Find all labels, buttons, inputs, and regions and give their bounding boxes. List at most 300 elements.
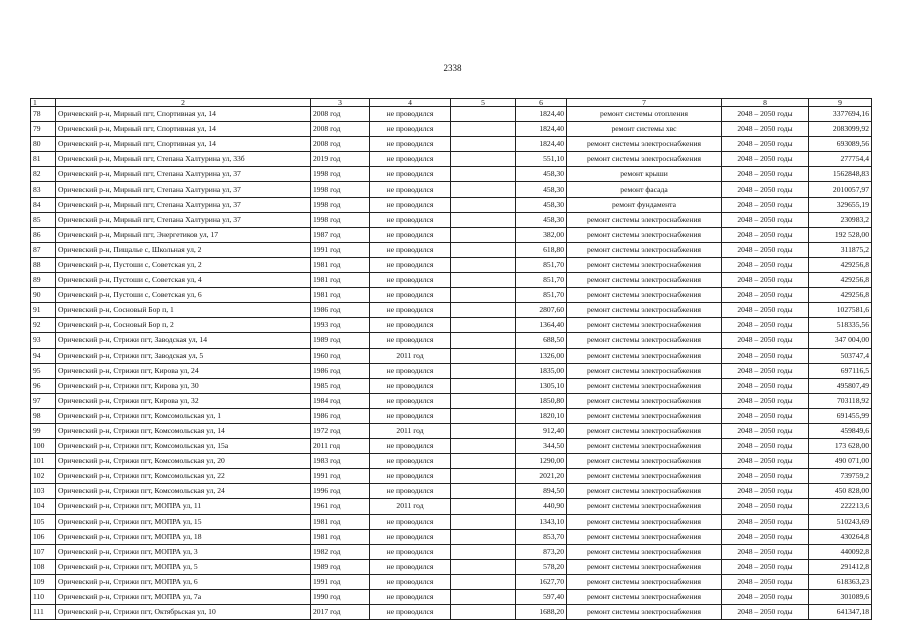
row-number-cell: 108	[31, 559, 56, 574]
cost-cell: 173 628,00	[809, 439, 872, 454]
table-row	[31, 212, 872, 227]
build-year-cell: 1996 год	[311, 484, 370, 499]
last-repair-year-cell: 2011 год	[370, 348, 451, 363]
address-cell: Оричевский р-н, Мирный пгт, Степана Халтурина ул, 37	[56, 182, 311, 197]
row-number-cell: 94	[31, 348, 56, 363]
address-cell: Оричевский р-н, Пустоши с, Советская ул, 6	[56, 288, 311, 303]
row-number-cell: 89	[31, 273, 56, 288]
row-number-cell: 100	[31, 439, 56, 454]
build-year-cell: 2008 год	[311, 122, 370, 137]
build-year-cell: 1961 год	[311, 499, 370, 514]
empty-cell-cell	[451, 559, 516, 574]
area-cell: 912,40	[516, 423, 567, 438]
cost-cell: 641347,18	[809, 605, 872, 620]
address-cell: Оричевский р-н, Стрижи пгт, МОПРА ул, 6	[56, 574, 311, 589]
cost-cell: 510243,69	[809, 514, 872, 529]
last-repair-year-cell: не проводился	[370, 378, 451, 393]
table-row	[31, 393, 872, 408]
last-repair-year-cell: не проводился	[370, 212, 451, 227]
table-row	[31, 439, 872, 454]
cost-cell: 459849,6	[809, 423, 872, 438]
empty-cell-cell	[451, 590, 516, 605]
address-cell: Оричевский р-н, Стрижи пгт, Комсомольская ул, 14	[56, 423, 311, 438]
work-type-cell: ремонт системы электроснабжения	[567, 333, 722, 348]
work-type-cell: ремонт системы отопления	[567, 107, 722, 122]
build-year-cell: 1998 год	[311, 182, 370, 197]
last-repair-year-cell: не проводился	[370, 197, 451, 212]
column-header: 9	[809, 99, 872, 107]
column-header: 1	[31, 99, 56, 107]
empty-cell-cell	[451, 423, 516, 438]
row-number-cell: 88	[31, 257, 56, 272]
address-cell: Оричевский р-н, Мирный пгт, Энергетиков ул, 17	[56, 227, 311, 242]
work-type-cell: ремонт системы электроснабжения	[567, 439, 722, 454]
repair-period-cell: 2048 – 2050 годы	[722, 182, 809, 197]
table-row	[31, 378, 872, 393]
work-type-cell: ремонт системы хвс	[567, 122, 722, 137]
address-cell: Оричевский р-н, Пищалье с, Школьная ул, 2	[56, 242, 311, 257]
work-type-cell: ремонт системы электроснабжения	[567, 273, 722, 288]
build-year-cell: 2011 год	[311, 439, 370, 454]
row-number-cell: 90	[31, 288, 56, 303]
empty-cell-cell	[451, 137, 516, 152]
last-repair-year-cell: не проводился	[370, 559, 451, 574]
repair-period-cell: 2048 – 2050 годы	[722, 408, 809, 423]
empty-cell-cell	[451, 242, 516, 257]
row-number-cell: 109	[31, 574, 56, 589]
row-number-cell: 103	[31, 484, 56, 499]
address-cell: Оричевский р-н, Мирный пгт, Степана Халтурина ул, 37	[56, 167, 311, 182]
work-type-cell: ремонт крыши	[567, 167, 722, 182]
last-repair-year-cell: не проводился	[370, 303, 451, 318]
last-repair-year-cell: не проводился	[370, 242, 451, 257]
cost-cell: 429256,8	[809, 273, 872, 288]
work-type-cell: ремонт системы электроснабжения	[567, 212, 722, 227]
work-type-cell: ремонт системы электроснабжения	[567, 484, 722, 499]
repair-period-cell: 2048 – 2050 годы	[722, 574, 809, 589]
work-type-cell: ремонт системы электроснабжения	[567, 499, 722, 514]
build-year-cell: 1991 год	[311, 469, 370, 484]
cost-cell: 693089,56	[809, 137, 872, 152]
work-type-cell: ремонт системы электроснабжения	[567, 514, 722, 529]
address-cell: Оричевский р-н, Пустоши с, Советская ул, 4	[56, 273, 311, 288]
column-header: 3	[311, 99, 370, 107]
row-number-cell: 102	[31, 469, 56, 484]
last-repair-year-cell: не проводился	[370, 363, 451, 378]
area-cell: 1850,80	[516, 393, 567, 408]
row-number-cell: 99	[31, 423, 56, 438]
build-year-cell: 2008 год	[311, 107, 370, 122]
cost-cell: 429256,8	[809, 288, 872, 303]
last-repair-year-cell: не проводился	[370, 122, 451, 137]
table-row	[31, 257, 872, 272]
repair-period-cell: 2048 – 2050 годы	[722, 363, 809, 378]
last-repair-year-cell: не проводился	[370, 167, 451, 182]
row-number-cell: 106	[31, 529, 56, 544]
table-row	[31, 167, 872, 182]
last-repair-year-cell: не проводился	[370, 574, 451, 589]
build-year-cell: 1981 год	[311, 529, 370, 544]
build-year-cell: 1986 год	[311, 408, 370, 423]
table-row	[31, 469, 872, 484]
build-year-cell: 1991 год	[311, 242, 370, 257]
area-cell: 1290,00	[516, 454, 567, 469]
last-repair-year-cell: не проводился	[370, 288, 451, 303]
area-cell: 1305,10	[516, 378, 567, 393]
cost-cell: 230983,2	[809, 212, 872, 227]
column-number-row	[31, 99, 872, 107]
table-row	[31, 333, 872, 348]
work-type-cell: ремонт фундамента	[567, 197, 722, 212]
empty-cell-cell	[451, 167, 516, 182]
table-body	[31, 107, 872, 620]
last-repair-year-cell: не проводился	[370, 227, 451, 242]
area-cell: 851,70	[516, 288, 567, 303]
row-number-cell: 78	[31, 107, 56, 122]
repair-period-cell: 2048 – 2050 годы	[722, 333, 809, 348]
last-repair-year-cell: не проводился	[370, 152, 451, 167]
build-year-cell: 2019 год	[311, 152, 370, 167]
table-row	[31, 590, 872, 605]
area-cell: 344,50	[516, 439, 567, 454]
address-cell: Оричевский р-н, Стрижи пгт, Заводская ул, 14	[56, 333, 311, 348]
column-header: 2	[56, 99, 311, 107]
row-number-cell: 105	[31, 514, 56, 529]
cost-cell: 490 071,00	[809, 454, 872, 469]
area-cell: 1824,40	[516, 122, 567, 137]
cost-cell: 301089,6	[809, 590, 872, 605]
last-repair-year-cell: не проводился	[370, 257, 451, 272]
address-cell: Оричевский р-н, Стрижи пгт, Комсомольская ул, 24	[56, 484, 311, 499]
area-cell: 458,30	[516, 167, 567, 182]
empty-cell-cell	[451, 605, 516, 620]
table-row	[31, 559, 872, 574]
repair-period-cell: 2048 – 2050 годы	[722, 439, 809, 454]
repair-period-cell: 2048 – 2050 годы	[722, 348, 809, 363]
cost-cell: 291412,8	[809, 559, 872, 574]
cost-cell: 440092,8	[809, 544, 872, 559]
build-year-cell: 1985 год	[311, 378, 370, 393]
build-year-cell: 1998 год	[311, 197, 370, 212]
empty-cell-cell	[451, 574, 516, 589]
empty-cell-cell	[451, 348, 516, 363]
row-number-cell: 80	[31, 137, 56, 152]
build-year-cell: 1987 год	[311, 227, 370, 242]
row-number-cell: 110	[31, 590, 56, 605]
repair-period-cell: 2048 – 2050 годы	[722, 288, 809, 303]
last-repair-year-cell: не проводился	[370, 605, 451, 620]
row-number-cell: 85	[31, 212, 56, 227]
empty-cell-cell	[451, 393, 516, 408]
last-repair-year-cell: не проводился	[370, 333, 451, 348]
build-year-cell: 1984 год	[311, 393, 370, 408]
work-type-cell: ремонт системы электроснабжения	[567, 303, 722, 318]
row-number-cell: 95	[31, 363, 56, 378]
repair-period-cell: 2048 – 2050 годы	[722, 423, 809, 438]
work-type-cell: ремонт системы электроснабжения	[567, 378, 722, 393]
address-cell: Оричевский р-н, Мирный пгт, Спортивная ул, 14	[56, 137, 311, 152]
work-type-cell: ремонт системы электроснабжения	[567, 423, 722, 438]
area-cell: 382,00	[516, 227, 567, 242]
empty-cell-cell	[451, 333, 516, 348]
build-year-cell: 2008 год	[311, 137, 370, 152]
row-number-cell: 107	[31, 544, 56, 559]
empty-cell-cell	[451, 544, 516, 559]
row-number-cell: 98	[31, 408, 56, 423]
area-cell: 618,80	[516, 242, 567, 257]
page-number: 2338	[443, 63, 462, 73]
table-row	[31, 363, 872, 378]
empty-cell-cell	[451, 303, 516, 318]
address-cell: Оричевский р-н, Стрижи пгт, Кирова ул, 30	[56, 378, 311, 393]
address-cell: Оричевский р-н, Стрижи пгт, МОПРА ул, 7а	[56, 590, 311, 605]
area-cell: 458,30	[516, 182, 567, 197]
area-cell: 458,30	[516, 197, 567, 212]
address-cell: Оричевский р-н, Мирный пгт, Степана Халтурина ул, 37	[56, 212, 311, 227]
area-cell: 894,50	[516, 484, 567, 499]
area-cell: 1824,40	[516, 107, 567, 122]
last-repair-year-cell: не проводился	[370, 529, 451, 544]
cost-cell: 1027581,6	[809, 303, 872, 318]
build-year-cell: 1972 год	[311, 423, 370, 438]
cost-cell: 618363,23	[809, 574, 872, 589]
address-cell: Оричевский р-н, Стрижи пгт, Комсомольская ул, 20	[56, 454, 311, 469]
table-row	[31, 544, 872, 559]
area-cell: 2807,60	[516, 303, 567, 318]
row-number-cell: 86	[31, 227, 56, 242]
build-year-cell: 1983 год	[311, 454, 370, 469]
repair-period-cell: 2048 – 2050 годы	[722, 167, 809, 182]
table-row	[31, 484, 872, 499]
cost-cell: 329655,19	[809, 197, 872, 212]
work-type-cell: ремонт фасада	[567, 182, 722, 197]
cost-cell: 222213,6	[809, 499, 872, 514]
build-year-cell: 2017 год	[311, 605, 370, 620]
table-row	[31, 574, 872, 589]
table-row	[31, 288, 872, 303]
last-repair-year-cell: не проводился	[370, 454, 451, 469]
empty-cell-cell	[451, 378, 516, 393]
last-repair-year-cell: не проводился	[370, 484, 451, 499]
table-row	[31, 182, 872, 197]
row-number-cell: 79	[31, 122, 56, 137]
build-year-cell: 1982 год	[311, 544, 370, 559]
build-year-cell: 1986 год	[311, 303, 370, 318]
empty-cell-cell	[451, 152, 516, 167]
last-repair-year-cell: не проводился	[370, 393, 451, 408]
work-type-cell: ремонт системы электроснабжения	[567, 559, 722, 574]
address-cell: Оричевский р-н, Стрижи пгт, МОПРА ул, 3	[56, 544, 311, 559]
work-type-cell: ремонт системы электроснабжения	[567, 590, 722, 605]
work-type-cell: ремонт системы электроснабжения	[567, 469, 722, 484]
table-row	[31, 423, 872, 438]
area-cell: 1835,00	[516, 363, 567, 378]
area-cell: 2021,20	[516, 469, 567, 484]
work-type-cell: ремонт системы электроснабжения	[567, 605, 722, 620]
repair-period-cell: 2048 – 2050 годы	[722, 122, 809, 137]
table-row	[31, 514, 872, 529]
area-cell: 597,40	[516, 590, 567, 605]
work-type-cell: ремонт системы электроснабжения	[567, 227, 722, 242]
table-row	[31, 303, 872, 318]
last-repair-year-cell: не проводился	[370, 590, 451, 605]
row-number-cell: 97	[31, 393, 56, 408]
area-cell: 1824,40	[516, 137, 567, 152]
repair-period-cell: 2048 – 2050 годы	[722, 242, 809, 257]
row-number-cell: 87	[31, 242, 56, 257]
work-type-cell: ремонт системы электроснабжения	[567, 242, 722, 257]
repair-period-cell: 2048 – 2050 годы	[722, 137, 809, 152]
build-year-cell: 1989 год	[311, 333, 370, 348]
repair-period-cell: 2048 – 2050 годы	[722, 605, 809, 620]
address-cell: Оричевский р-н, Стрижи пгт, Кирова ул, 32	[56, 393, 311, 408]
area-cell: 873,20	[516, 544, 567, 559]
work-type-cell: ремонт системы электроснабжения	[567, 318, 722, 333]
cost-cell: 347 004,00	[809, 333, 872, 348]
area-cell: 851,70	[516, 273, 567, 288]
address-cell: Оричевский р-н, Стрижи пгт, МОПРА ул, 11	[56, 499, 311, 514]
column-header: 6	[516, 99, 567, 107]
column-header: 7	[567, 99, 722, 107]
address-cell: Оричевский р-н, Мирный пгт, Спортивная ул, 14	[56, 122, 311, 137]
build-year-cell: 1990 год	[311, 590, 370, 605]
address-cell: Оричевский р-н, Пустоши с, Советская ул, 2	[56, 257, 311, 272]
empty-cell-cell	[451, 288, 516, 303]
row-number-cell: 104	[31, 499, 56, 514]
work-type-cell: ремонт системы электроснабжения	[567, 363, 722, 378]
area-cell: 688,50	[516, 333, 567, 348]
work-type-cell: ремонт системы электроснабжения	[567, 393, 722, 408]
address-cell: Оричевский р-н, Стрижи пгт, Комсомольская ул, 15а	[56, 439, 311, 454]
empty-cell-cell	[451, 212, 516, 227]
area-cell: 851,70	[516, 257, 567, 272]
cost-cell: 495807,49	[809, 378, 872, 393]
last-repair-year-cell: не проводился	[370, 408, 451, 423]
work-type-cell: ремонт системы электроснабжения	[567, 137, 722, 152]
address-cell: Оричевский р-н, Стрижи пгт, МОПРА ул, 18	[56, 529, 311, 544]
repair-period-cell: 2048 – 2050 годы	[722, 212, 809, 227]
cost-cell: 2083099,92	[809, 122, 872, 137]
table-row	[31, 529, 872, 544]
empty-cell-cell	[451, 408, 516, 423]
last-repair-year-cell: 2011 год	[370, 499, 451, 514]
empty-cell-cell	[451, 318, 516, 333]
column-header: 8	[722, 99, 809, 107]
cost-cell: 430264,8	[809, 529, 872, 544]
area-cell: 551,10	[516, 152, 567, 167]
repair-period-cell: 2048 – 2050 годы	[722, 257, 809, 272]
last-repair-year-cell: не проводился	[370, 273, 451, 288]
empty-cell-cell	[451, 182, 516, 197]
cost-cell: 3377694,16	[809, 107, 872, 122]
area-cell: 458,30	[516, 212, 567, 227]
address-cell: Оричевский р-н, Мирный пгт, Спортивная ул, 14	[56, 107, 311, 122]
build-year-cell: 1993 год	[311, 318, 370, 333]
area-cell: 1343,10	[516, 514, 567, 529]
empty-cell-cell	[451, 529, 516, 544]
address-cell: Оричевский р-н, Стрижи пгт, Комсомольская ул, 22	[56, 469, 311, 484]
cost-cell: 2010057,97	[809, 182, 872, 197]
work-type-cell: ремонт системы электроснабжения	[567, 348, 722, 363]
build-year-cell: 1960 год	[311, 348, 370, 363]
cost-cell: 450 828,00	[809, 484, 872, 499]
repair-period-cell: 2048 – 2050 годы	[722, 454, 809, 469]
column-header: 4	[370, 99, 451, 107]
table-row	[31, 197, 872, 212]
work-type-cell: ремонт системы электроснабжения	[567, 257, 722, 272]
empty-cell-cell	[451, 257, 516, 272]
empty-cell-cell	[451, 439, 516, 454]
last-repair-year-cell: не проводился	[370, 182, 451, 197]
area-cell: 853,70	[516, 529, 567, 544]
build-year-cell: 1986 год	[311, 363, 370, 378]
repair-period-cell: 2048 – 2050 годы	[722, 559, 809, 574]
work-type-cell: ремонт системы электроснабжения	[567, 288, 722, 303]
cost-cell: 277754,4	[809, 152, 872, 167]
table-row	[31, 137, 872, 152]
cost-cell: 518335,56	[809, 318, 872, 333]
table-row	[31, 605, 872, 620]
repair-period-cell: 2048 – 2050 годы	[722, 499, 809, 514]
table-row	[31, 122, 872, 137]
row-number-cell: 84	[31, 197, 56, 212]
address-cell: Оричевский р-н, Стрижи пгт, Комсомольская ул, 1	[56, 408, 311, 423]
empty-cell-cell	[451, 454, 516, 469]
build-year-cell: 1998 год	[311, 212, 370, 227]
row-number-cell: 81	[31, 152, 56, 167]
column-header: 5	[451, 99, 516, 107]
row-number-cell: 83	[31, 182, 56, 197]
area-cell: 1364,40	[516, 318, 567, 333]
repair-period-cell: 2048 – 2050 годы	[722, 152, 809, 167]
repair-schedule-table	[30, 98, 872, 620]
address-cell: Оричевский р-н, Сосновый Бор п, 2	[56, 318, 311, 333]
last-repair-year-cell: не проводился	[370, 544, 451, 559]
empty-cell-cell	[451, 514, 516, 529]
build-year-cell: 1998 год	[311, 167, 370, 182]
build-year-cell: 1981 год	[311, 288, 370, 303]
area-cell: 1820,10	[516, 408, 567, 423]
work-type-cell: ремонт системы электроснабжения	[567, 408, 722, 423]
row-number-cell: 92	[31, 318, 56, 333]
cost-cell: 311875,2	[809, 242, 872, 257]
empty-cell-cell	[451, 227, 516, 242]
cost-cell: 192 528,00	[809, 227, 872, 242]
last-repair-year-cell: не проводился	[370, 107, 451, 122]
repair-period-cell: 2048 – 2050 годы	[722, 514, 809, 529]
last-repair-year-cell: не проводился	[370, 439, 451, 454]
table-row	[31, 152, 872, 167]
empty-cell-cell	[451, 469, 516, 484]
table-row	[31, 499, 872, 514]
address-cell: Оричевский р-н, Сосновый Бор п, 1	[56, 303, 311, 318]
empty-cell-cell	[451, 197, 516, 212]
last-repair-year-cell: 2011 год	[370, 423, 451, 438]
cost-cell: 503747,4	[809, 348, 872, 363]
row-number-cell: 111	[31, 605, 56, 620]
repair-period-cell: 2048 – 2050 годы	[722, 227, 809, 242]
build-year-cell: 1981 год	[311, 514, 370, 529]
build-year-cell: 1981 год	[311, 273, 370, 288]
last-repair-year-cell: не проводился	[370, 514, 451, 529]
empty-cell-cell	[451, 107, 516, 122]
table-row	[31, 227, 872, 242]
build-year-cell: 1989 год	[311, 559, 370, 574]
repair-period-cell: 2048 – 2050 годы	[722, 303, 809, 318]
table-row	[31, 454, 872, 469]
last-repair-year-cell: не проводился	[370, 137, 451, 152]
work-type-cell: ремонт системы электроснабжения	[567, 544, 722, 559]
